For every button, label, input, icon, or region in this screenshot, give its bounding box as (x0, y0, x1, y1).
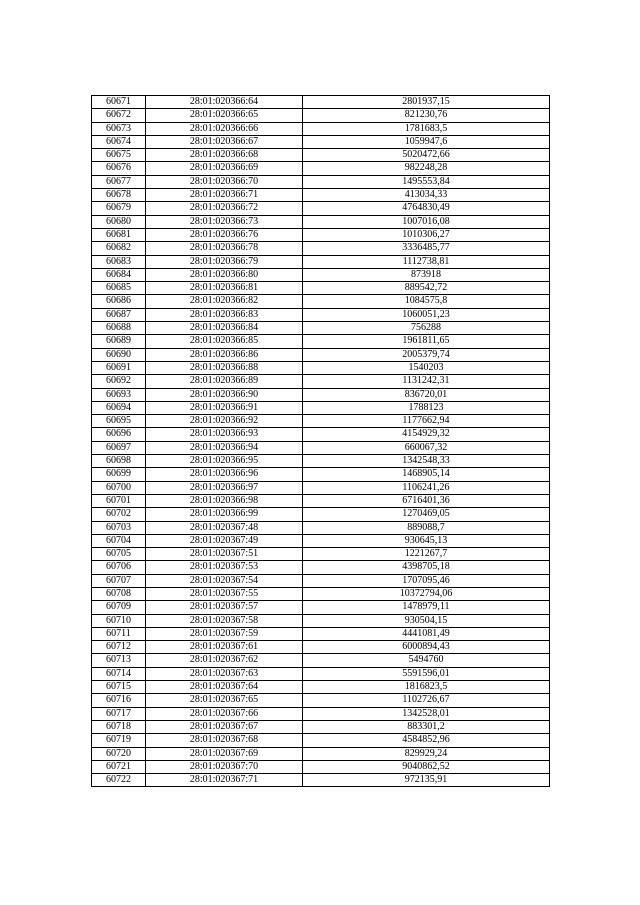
row-number-cell: 60699 (92, 468, 146, 481)
value-cell: 1468905,14 (303, 468, 550, 481)
cadastral-number-cell: 28:01:020366:65 (146, 109, 303, 122)
cadastral-number-cell: 28:01:020366:83 (146, 308, 303, 321)
table-row (92, 348, 550, 361)
row-number-cell: 60710 (92, 614, 146, 627)
value-cell: 1495553,84 (303, 175, 550, 188)
value-cell: 2801937,15 (303, 96, 550, 109)
value-cell: 873918 (303, 268, 550, 281)
value-cell: 3336485,77 (303, 242, 550, 255)
cadastral-number-cell: 28:01:020367:64 (146, 681, 303, 694)
row-number-cell: 60688 (92, 322, 146, 335)
cadastral-number-cell: 28:01:020367:55 (146, 587, 303, 600)
table-row (92, 534, 550, 547)
cadastral-number-cell: 28:01:020366:73 (146, 215, 303, 228)
cadastral-number-cell: 28:01:020367:71 (146, 774, 303, 787)
row-number-cell: 60676 (92, 162, 146, 175)
cadastral-number-cell: 28:01:020366:93 (146, 428, 303, 441)
row-number-cell: 60687 (92, 308, 146, 321)
value-cell: 1270469,05 (303, 508, 550, 521)
table-row (92, 295, 550, 308)
value-cell: 1059947,6 (303, 135, 550, 148)
value-cell: 4441081,49 (303, 627, 550, 640)
cadastral-number-cell: 28:01:020366:98 (146, 494, 303, 507)
cadastral-number-cell: 28:01:020367:67 (146, 720, 303, 733)
row-number-cell: 60712 (92, 641, 146, 654)
cadastral-number-cell: 28:01:020367:59 (146, 627, 303, 640)
table-row (92, 574, 550, 587)
cadastral-number-cell: 28:01:020366:95 (146, 455, 303, 468)
value-cell: 883301,2 (303, 720, 550, 733)
value-cell: 10372794,06 (303, 587, 550, 600)
cadastral-number-cell: 28:01:020366:84 (146, 322, 303, 335)
row-number-cell: 60674 (92, 135, 146, 148)
cadastral-number-cell: 28:01:020366:91 (146, 401, 303, 414)
record-table-body (92, 96, 550, 787)
value-cell: 660067,32 (303, 441, 550, 454)
cadastral-number-cell: 28:01:020366:78 (146, 242, 303, 255)
table-row (92, 627, 550, 640)
cadastral-number-cell: 28:01:020366:92 (146, 415, 303, 428)
cadastral-number-cell: 28:01:020367:51 (146, 548, 303, 561)
row-number-cell: 60691 (92, 361, 146, 374)
record-table (91, 95, 550, 787)
table-row (92, 361, 550, 374)
row-number-cell: 60685 (92, 282, 146, 295)
cadastral-number-cell: 28:01:020366:69 (146, 162, 303, 175)
row-number-cell: 60708 (92, 587, 146, 600)
table-row (92, 202, 550, 215)
cadastral-number-cell: 28:01:020367:63 (146, 667, 303, 680)
cadastral-number-cell: 28:01:020366:67 (146, 135, 303, 148)
value-cell: 1781683,5 (303, 122, 550, 135)
row-number-cell: 60693 (92, 388, 146, 401)
row-number-cell: 60719 (92, 734, 146, 747)
row-number-cell: 60702 (92, 508, 146, 521)
row-number-cell: 60706 (92, 561, 146, 574)
cadastral-number-cell: 28:01:020367:49 (146, 534, 303, 547)
row-number-cell: 60704 (92, 534, 146, 547)
table-row (92, 401, 550, 414)
row-number-cell: 60694 (92, 401, 146, 414)
value-cell: 1342528,01 (303, 707, 550, 720)
value-cell: 4764830,49 (303, 202, 550, 215)
table-row (92, 720, 550, 733)
cadastral-number-cell: 28:01:020366:82 (146, 295, 303, 308)
row-number-cell: 60686 (92, 295, 146, 308)
table-row (92, 681, 550, 694)
row-number-cell: 60695 (92, 415, 146, 428)
value-cell: 1106241,26 (303, 481, 550, 494)
table-row (92, 441, 550, 454)
table-row (92, 109, 550, 122)
cadastral-number-cell: 28:01:020366:89 (146, 375, 303, 388)
cadastral-number-cell: 28:01:020366:80 (146, 268, 303, 281)
row-number-cell: 60679 (92, 202, 146, 215)
table-row (92, 228, 550, 241)
cadastral-number-cell: 28:01:020366:68 (146, 149, 303, 162)
row-number-cell: 60683 (92, 255, 146, 268)
row-number-cell: 60671 (92, 96, 146, 109)
row-number-cell: 60681 (92, 228, 146, 241)
table-row (92, 242, 550, 255)
cadastral-number-cell: 28:01:020367:54 (146, 574, 303, 587)
table-row (92, 335, 550, 348)
value-cell: 1177662,94 (303, 415, 550, 428)
cadastral-number-cell: 28:01:020367:69 (146, 747, 303, 760)
value-cell: 6716401,36 (303, 494, 550, 507)
value-cell: 889542,72 (303, 282, 550, 295)
value-cell: 4584852,96 (303, 734, 550, 747)
row-number-cell: 60720 (92, 747, 146, 760)
cadastral-number-cell: 28:01:020366:64 (146, 96, 303, 109)
row-number-cell: 60700 (92, 481, 146, 494)
table-row (92, 561, 550, 574)
row-number-cell: 60672 (92, 109, 146, 122)
table-row (92, 282, 550, 295)
table-row (92, 641, 550, 654)
cadastral-number-cell: 28:01:020367:66 (146, 707, 303, 720)
table-row (92, 189, 550, 202)
value-cell: 4154929,32 (303, 428, 550, 441)
row-number-cell: 60713 (92, 654, 146, 667)
row-number-cell: 60675 (92, 149, 146, 162)
row-number-cell: 60701 (92, 494, 146, 507)
row-number-cell: 60673 (92, 122, 146, 135)
table-row (92, 667, 550, 680)
cadastral-number-cell: 28:01:020366:96 (146, 468, 303, 481)
cadastral-number-cell: 28:01:020366:88 (146, 361, 303, 374)
value-cell: 982248,28 (303, 162, 550, 175)
row-number-cell: 60715 (92, 681, 146, 694)
cadastral-number-cell: 28:01:020366:66 (146, 122, 303, 135)
value-cell: 889088,7 (303, 521, 550, 534)
table-row (92, 508, 550, 521)
cadastral-number-cell: 28:01:020367:48 (146, 521, 303, 534)
row-number-cell: 60678 (92, 189, 146, 202)
row-number-cell: 60690 (92, 348, 146, 361)
table-row (92, 268, 550, 281)
table-row (92, 481, 550, 494)
table-row (92, 494, 550, 507)
value-cell: 836720,01 (303, 388, 550, 401)
value-cell: 1788123 (303, 401, 550, 414)
cadastral-number-cell: 28:01:020366:76 (146, 228, 303, 241)
cadastral-number-cell: 28:01:020366:85 (146, 335, 303, 348)
table-row (92, 707, 550, 720)
value-cell: 413034,33 (303, 189, 550, 202)
row-number-cell: 60709 (92, 601, 146, 614)
table-row (92, 162, 550, 175)
row-number-cell: 60707 (92, 574, 146, 587)
value-cell: 1342548,33 (303, 455, 550, 468)
value-cell: 930645,13 (303, 534, 550, 547)
table-row (92, 694, 550, 707)
row-number-cell: 60692 (92, 375, 146, 388)
row-number-cell: 60705 (92, 548, 146, 561)
table-row (92, 734, 550, 747)
value-cell: 5591596,01 (303, 667, 550, 680)
value-cell: 930504,15 (303, 614, 550, 627)
value-cell: 1131242,31 (303, 375, 550, 388)
cadastral-number-cell: 28:01:020366:90 (146, 388, 303, 401)
row-number-cell: 60677 (92, 175, 146, 188)
cadastral-number-cell: 28:01:020367:58 (146, 614, 303, 627)
table-row (92, 255, 550, 268)
table-row (92, 455, 550, 468)
table-row (92, 215, 550, 228)
value-cell: 1102726,67 (303, 694, 550, 707)
cadastral-number-cell: 28:01:020366:79 (146, 255, 303, 268)
value-cell: 6000894,43 (303, 641, 550, 654)
row-number-cell: 60722 (92, 774, 146, 787)
value-cell: 5020472,66 (303, 149, 550, 162)
cadastral-number-cell: 28:01:020367:70 (146, 760, 303, 773)
cadastral-number-cell: 28:01:020367:62 (146, 654, 303, 667)
table-row (92, 521, 550, 534)
row-number-cell: 60698 (92, 455, 146, 468)
row-number-cell: 60717 (92, 707, 146, 720)
value-cell: 829929,24 (303, 747, 550, 760)
table-row (92, 415, 550, 428)
table-row (92, 468, 550, 481)
row-number-cell: 60711 (92, 627, 146, 640)
table-row (92, 122, 550, 135)
cadastral-number-cell: 28:01:020366:94 (146, 441, 303, 454)
row-number-cell: 60714 (92, 667, 146, 680)
cadastral-number-cell: 28:01:020366:70 (146, 175, 303, 188)
row-number-cell: 60684 (92, 268, 146, 281)
cadastral-number-cell: 28:01:020367:61 (146, 641, 303, 654)
table-row (92, 760, 550, 773)
table-row (92, 96, 550, 109)
table-row (92, 322, 550, 335)
table-row (92, 175, 550, 188)
value-cell: 1540203 (303, 361, 550, 374)
value-cell: 1707095,46 (303, 574, 550, 587)
table-row (92, 308, 550, 321)
row-number-cell: 60718 (92, 720, 146, 733)
cadastral-number-cell: 28:01:020366:71 (146, 189, 303, 202)
table-row (92, 428, 550, 441)
cadastral-number-cell: 28:01:020367:68 (146, 734, 303, 747)
table-row (92, 388, 550, 401)
table-row (92, 135, 550, 148)
cadastral-number-cell: 28:01:020366:86 (146, 348, 303, 361)
cadastral-number-cell: 28:01:020367:57 (146, 601, 303, 614)
cadastral-number-cell: 28:01:020366:97 (146, 481, 303, 494)
value-cell: 5494760 (303, 654, 550, 667)
table-row (92, 587, 550, 600)
value-cell: 821230,76 (303, 109, 550, 122)
row-number-cell: 60696 (92, 428, 146, 441)
value-cell: 1816823,5 (303, 681, 550, 694)
value-cell: 1961811,65 (303, 335, 550, 348)
cadastral-number-cell: 28:01:020367:65 (146, 694, 303, 707)
row-number-cell: 60680 (92, 215, 146, 228)
value-cell: 1007016,08 (303, 215, 550, 228)
table-row (92, 747, 550, 760)
cadastral-number-cell: 28:01:020366:99 (146, 508, 303, 521)
row-number-cell: 60703 (92, 521, 146, 534)
value-cell: 1112738,81 (303, 255, 550, 268)
table-row (92, 548, 550, 561)
value-cell: 1010306,27 (303, 228, 550, 241)
value-cell: 4398705,18 (303, 561, 550, 574)
table-row (92, 601, 550, 614)
table-row (92, 774, 550, 787)
cadastral-number-cell: 28:01:020366:81 (146, 282, 303, 295)
table-row (92, 654, 550, 667)
value-cell: 1478979,11 (303, 601, 550, 614)
value-cell: 756288 (303, 322, 550, 335)
row-number-cell: 60716 (92, 694, 146, 707)
table-row (92, 149, 550, 162)
table-row (92, 375, 550, 388)
row-number-cell: 60682 (92, 242, 146, 255)
cadastral-number-cell: 28:01:020367:53 (146, 561, 303, 574)
table-row (92, 614, 550, 627)
value-cell: 1221267,7 (303, 548, 550, 561)
row-number-cell: 60721 (92, 760, 146, 773)
value-cell: 1084575,8 (303, 295, 550, 308)
row-number-cell: 60689 (92, 335, 146, 348)
value-cell: 1060051,23 (303, 308, 550, 321)
row-number-cell: 60697 (92, 441, 146, 454)
cadastral-number-cell: 28:01:020366:72 (146, 202, 303, 215)
value-cell: 9040862,52 (303, 760, 550, 773)
value-cell: 2005379,74 (303, 348, 550, 361)
value-cell: 972135,91 (303, 774, 550, 787)
